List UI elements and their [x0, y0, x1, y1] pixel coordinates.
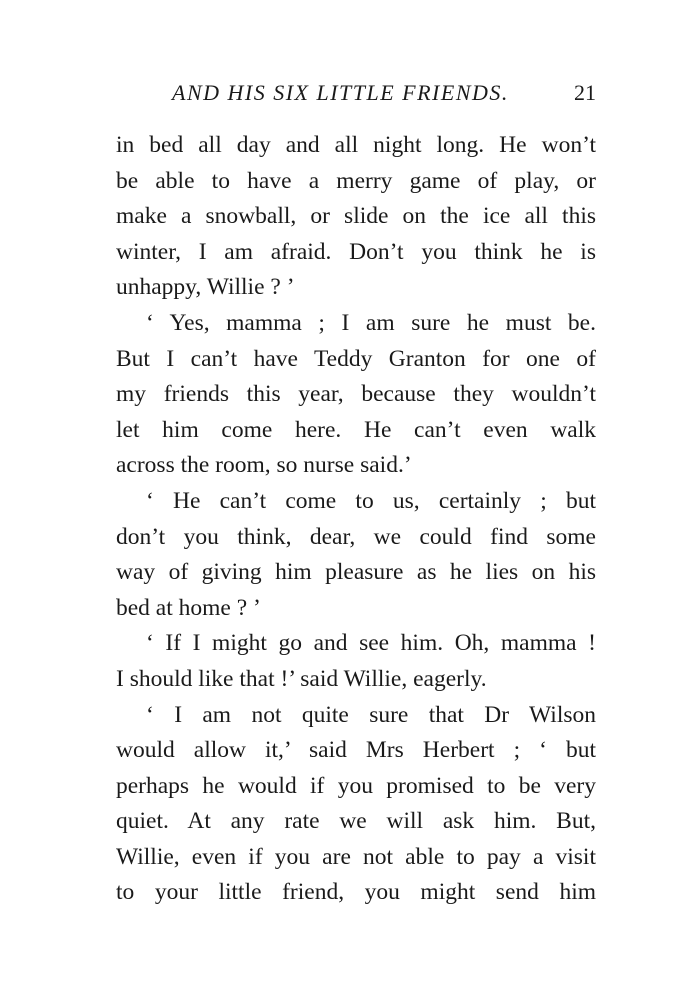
body-text: [116, 128, 596, 911]
text-line: my friends this year, because they wouldn’t: [116, 381, 596, 408]
text-line: ‘ If I might go and see him. Oh, mamma !: [146, 630, 596, 657]
text-line: quiet. At any rate we will ask him. But,: [116, 808, 596, 835]
text-line: Willie, even if you are not able to pay a visit: [116, 843, 596, 870]
text-line: in bed all day and all night long. He won’t: [116, 132, 596, 158]
text-line: make a snowball, or slide on the ice all this: [116, 203, 596, 230]
text-line: to your little friend, you might send him: [116, 879, 596, 906]
text-line: let him come here. He can’t even walk: [116, 416, 596, 443]
text-line: be able to have a merry game of play, or: [116, 167, 596, 194]
running-head: [116, 80, 596, 110]
text-line: across the room, so nurse said.’: [116, 452, 412, 479]
text-line: I should like that !’ said Willie, eagerly.: [116, 665, 487, 692]
text-line: ‘ I am not quite sure that Dr Wilson: [146, 701, 596, 728]
text-line: But I can’t have Teddy Granton for one of: [116, 345, 596, 372]
text-line: don’t you think, dear, we could find some: [116, 523, 596, 550]
text-line: would allow it,’ said Mrs Herbert ; ‘ but: [116, 737, 596, 764]
text-line: unhappy, Willie ? ’: [116, 274, 295, 301]
text-line: way of giving him pleasure as he lies on his: [116, 559, 596, 586]
page-number: 21: [574, 80, 596, 105]
text-line: bed at home ? ’: [116, 594, 261, 621]
running-title: AND HIS SIX LITTLE FRIENDS.: [172, 80, 509, 105]
text-line: winter, I am afraid. Don’t you think he is: [116, 238, 596, 265]
text-line: ‘ He can’t come to us, certainly ; but: [146, 487, 596, 514]
text-line: perhaps he would if you promised to be very: [116, 772, 596, 799]
text-line: ‘ Yes, mamma ; I am sure he must be.: [146, 309, 596, 336]
